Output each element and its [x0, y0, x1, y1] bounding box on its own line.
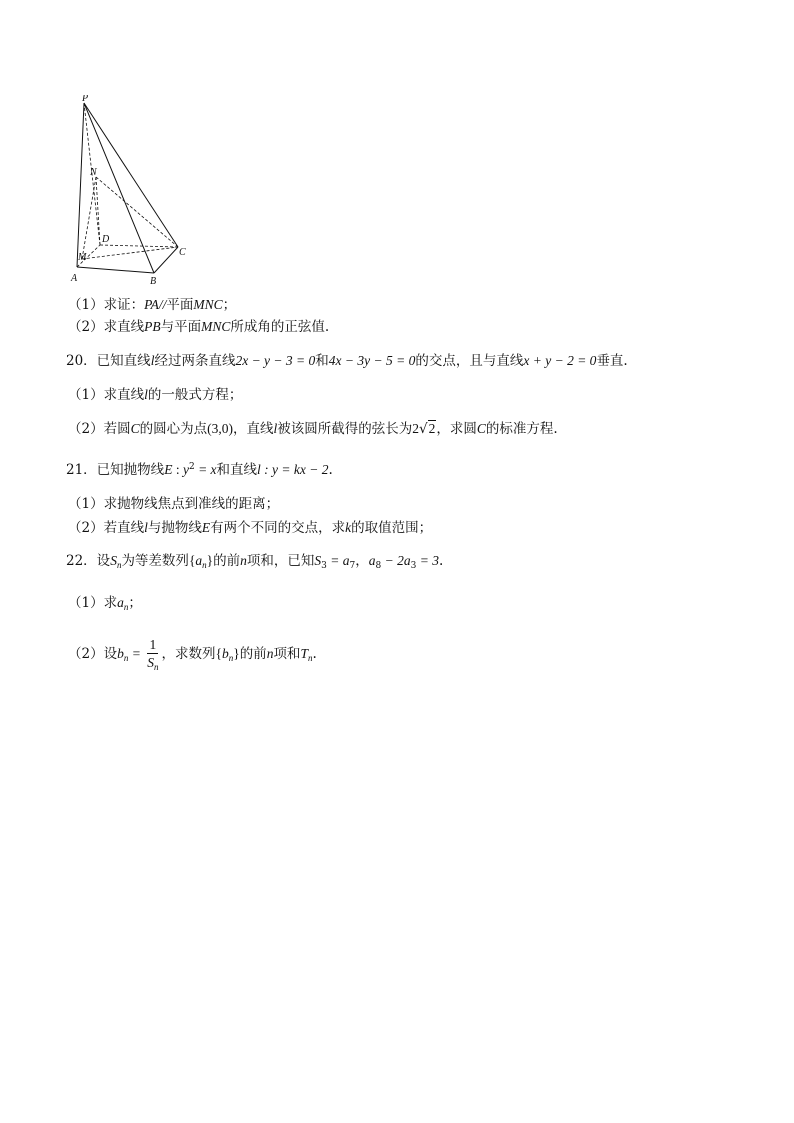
edge-pc [84, 103, 178, 247]
label-d: D [102, 234, 110, 245]
label-m: M [78, 252, 87, 263]
edge-ab [77, 267, 154, 273]
label-p: P [82, 95, 89, 104]
q20-part1: （1）求直线l的一般式方程； [68, 387, 243, 403]
label-b: B [150, 276, 157, 287]
q21-part2: （2）若直线l与抛物线E有两个不同的交点，求k的取值范围； [68, 520, 433, 536]
q20-part2: （2）若圆C的圆心为点(3,0)，直线l被该圆所截得的弦长为2√2，求圆C的标准方程. [68, 421, 558, 437]
q21-part1: （1）求抛物线焦点到准线的距离； [68, 496, 280, 512]
segment-nm [82, 177, 96, 259]
q22-stem: 22．设$S_n$为等差数列$\{a_n\}$的前n项和，已知$S_3 = a_7$，$a_8 - 2a_3 = 3$. [66, 553, 444, 571]
q19-part2: （2）求直线PB与平面MNC所成角的正弦值. [68, 319, 330, 335]
label-c: C [179, 247, 186, 258]
pyramid-figure [66, 95, 192, 290]
q22-part2: （2）设$b_n$ = $\frac{1}{S_n}$ ，求数列$\{b_n\}$的前n项和$T_n$. [68, 637, 317, 672]
label-a: A [71, 273, 78, 284]
segment-nd [96, 177, 100, 245]
q22-part1: （1）求$a_n$； [68, 595, 142, 612]
fraction-one-over-sn: $\frac{1}{S_n}$ [147, 637, 159, 672]
edge-dc [100, 245, 178, 247]
q21-stem: 21．已知抛物线E : $y^2 = x$和直线l : y = kx − 2. [66, 462, 333, 478]
edge-bc [154, 247, 178, 273]
edge-pa [77, 103, 84, 267]
q19-part1: （1）求证：PA//平面MNC； [68, 297, 237, 313]
label-n: N [90, 167, 97, 178]
q20-stem: 20．已知直线l经过两条直线2x − y − 3 = 0和4x − 3y − 5 = 0的交点，且与直线x + y − 2 = 0垂直. [66, 353, 628, 369]
